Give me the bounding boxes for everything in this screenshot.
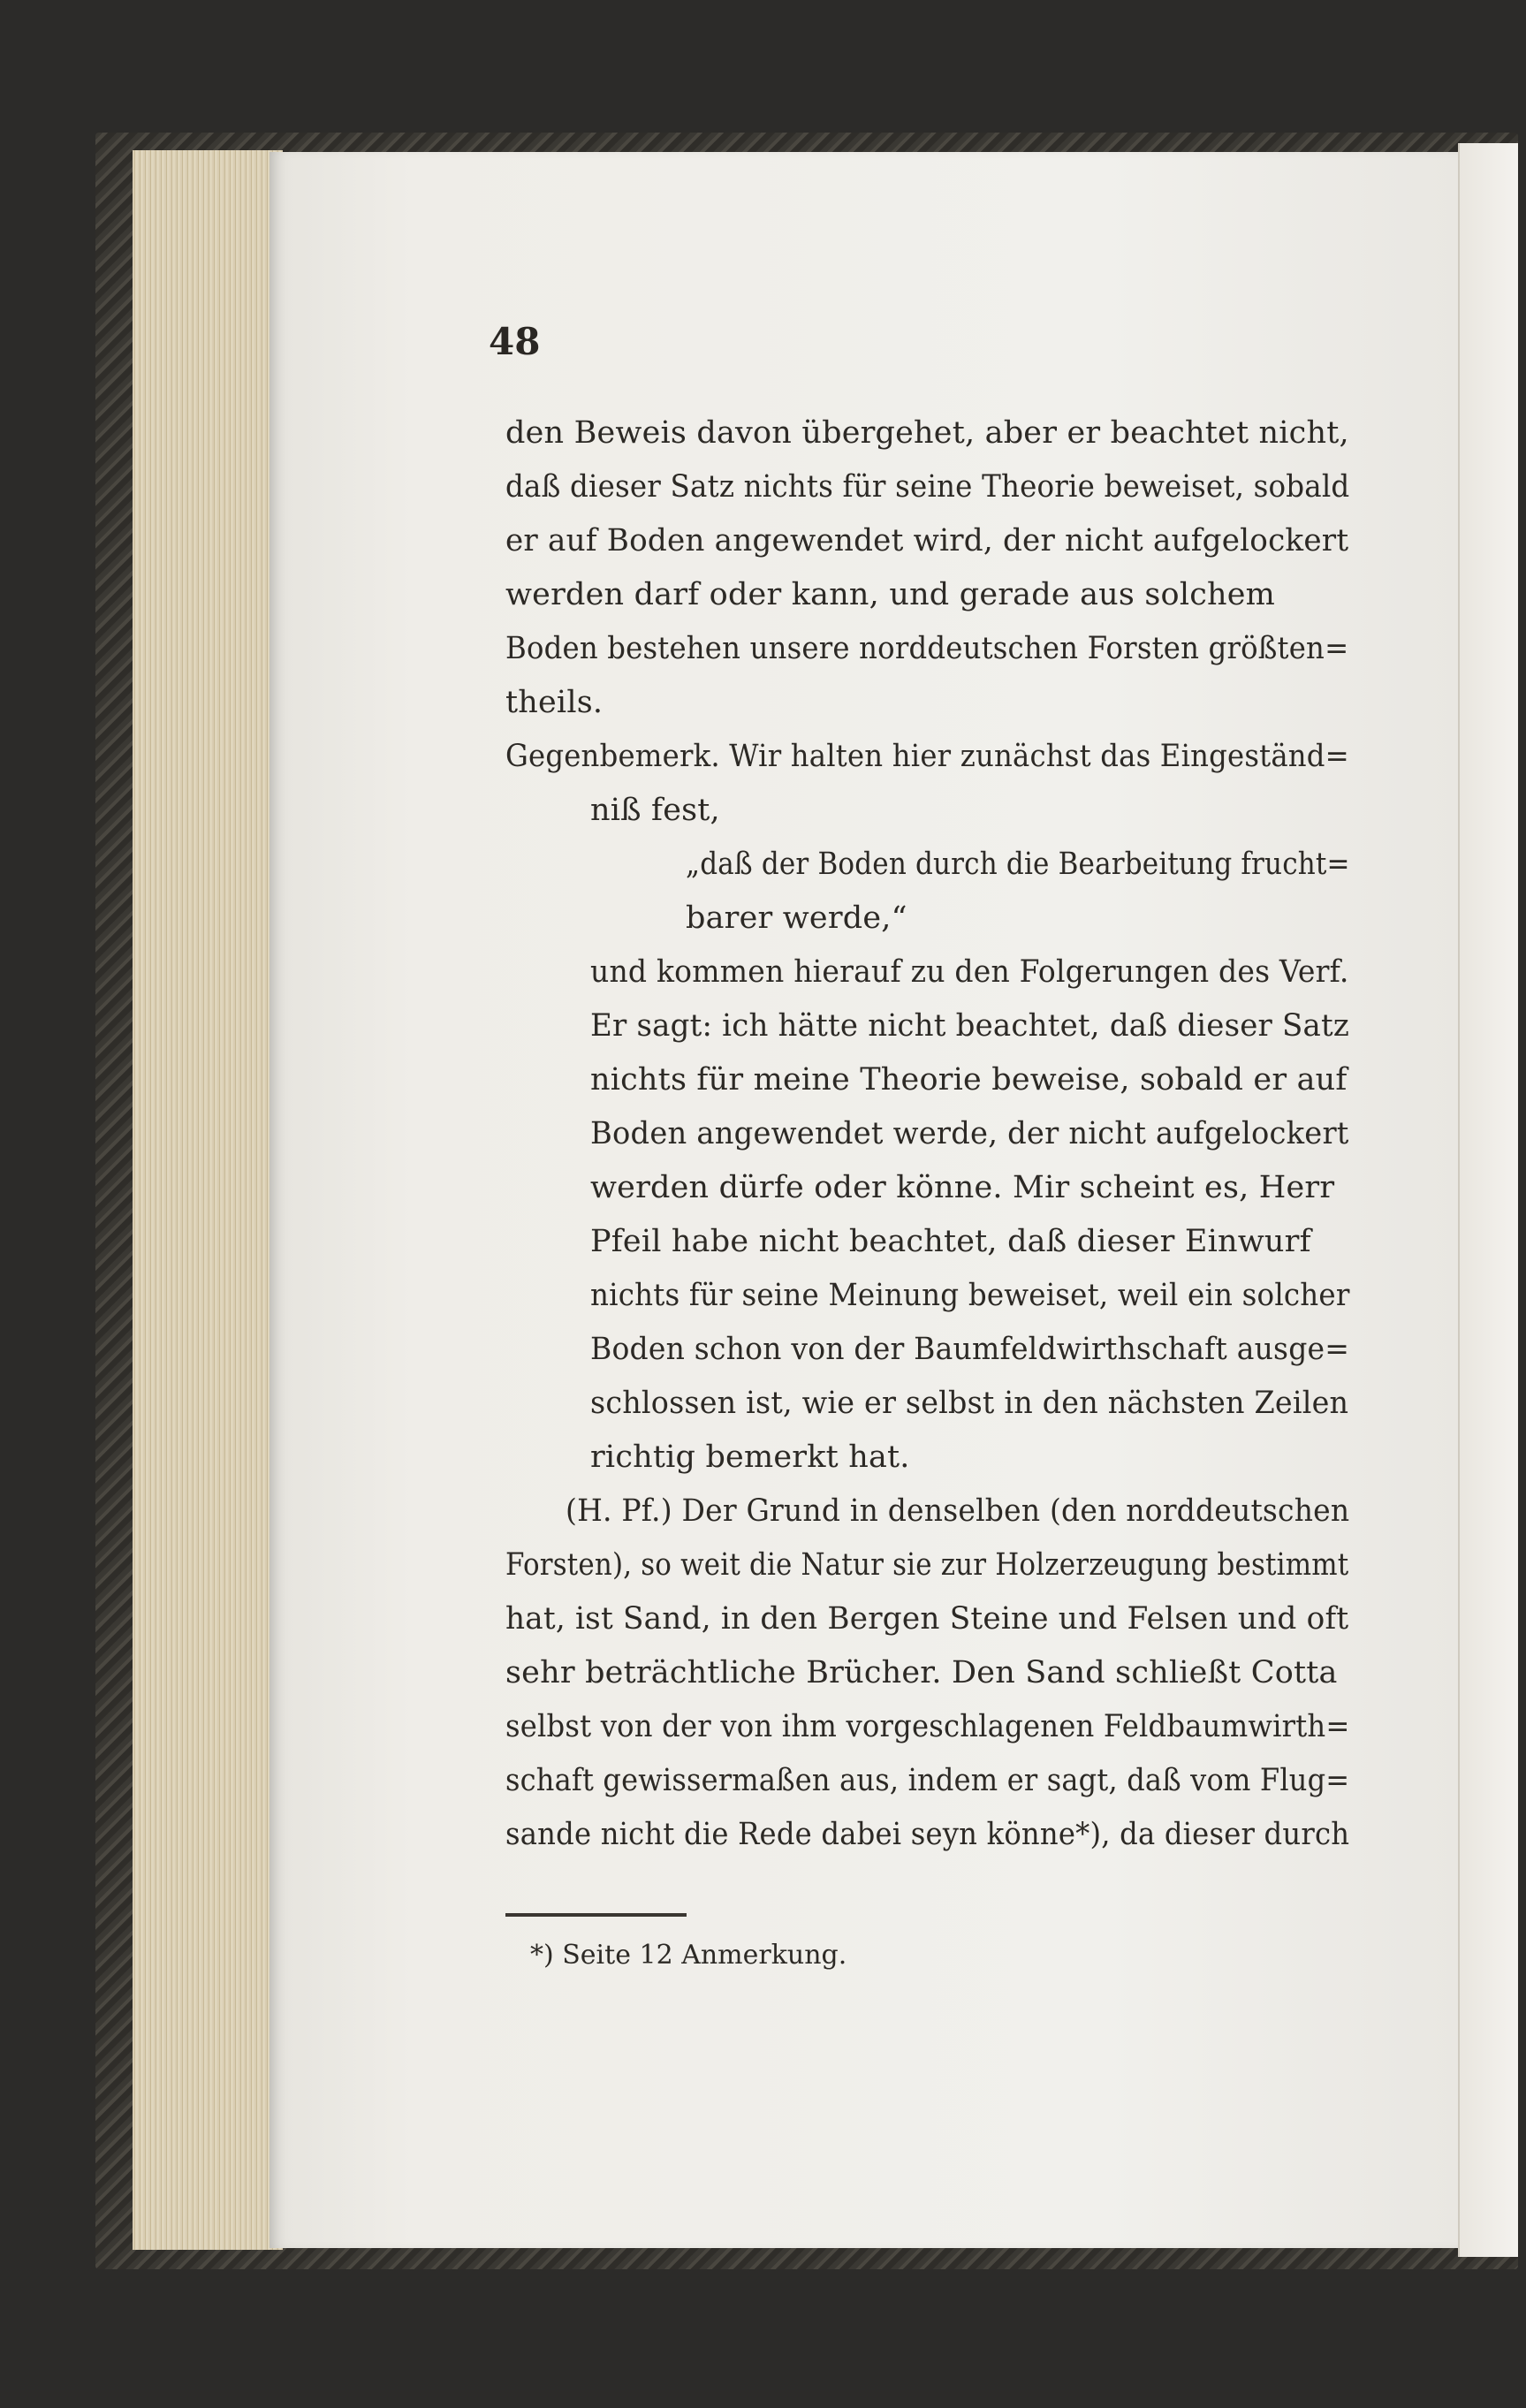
text-line: hat, ist Sand, in den Bergen Steine und Felsen und oft xyxy=(505,1601,1349,1637)
text-line: Boden bestehen unsere norddeutschen Forsten größten= xyxy=(505,631,1349,666)
text-line: Boden schon von der Baumfeldwirthschaft ausge= xyxy=(590,1332,1350,1367)
text-line: werden darf oder kann, und gerade aus solchem xyxy=(505,577,1276,612)
text-line: nichts für meine Theorie beweise, sobald er auf xyxy=(590,1062,1348,1098)
text-line: sande nicht die Rede dabei seyn könne*), da dieser durch xyxy=(505,1817,1350,1852)
text-line: „daß der Boden durch die Bearbeitung frucht= xyxy=(686,847,1350,882)
text-line: schaft gewissermaßen aus, indem er sagt, daß vom Flug= xyxy=(505,1763,1350,1798)
facing-page-edge xyxy=(1458,143,1518,2257)
text-line: barer werde,“ xyxy=(686,900,907,936)
text-line: Gegenbemerk. Wir halten hier zunächst das Eingeständ= xyxy=(505,739,1349,774)
text-line: Er sagt: ich hätte nicht beachtet, daß dieser Satz xyxy=(590,1008,1349,1044)
text-line: schlossen ist, wie er selbst in den nächsten Zeilen xyxy=(590,1386,1349,1421)
text-line: richtig bemerkt hat. xyxy=(590,1439,910,1475)
footnote: *) Seite 12 Anmerkung. xyxy=(530,1940,847,1971)
footnote-rule xyxy=(505,1913,687,1917)
text-line: werden dürfe oder könne. Mir scheint es, Herr xyxy=(590,1170,1335,1205)
text-line: daß dieser Satz nichts für seine Theorie beweiset, sobald xyxy=(505,469,1350,505)
page-number: 48 xyxy=(489,320,541,363)
text-line: selbst von der von ihm vorgeschlagenen Feldbaumwirth= xyxy=(505,1709,1350,1744)
text-line: Forsten), so weit die Natur sie zur Holzerzeugung bestimmt xyxy=(505,1547,1349,1583)
text-line: Pfeil habe nicht beachtet, daß dieser Einwurf xyxy=(590,1224,1311,1259)
text-line: (H. Pf.) Der Grund in denselben (den norddeutschen xyxy=(566,1493,1350,1529)
text-line: theils. xyxy=(505,685,604,720)
text-line: sehr beträchtliche Brücher. Den Sand schließt Cotta xyxy=(505,1655,1338,1690)
text-line: Boden angewendet werde, der nicht aufgelockert xyxy=(590,1116,1349,1151)
text-line: niß fest, xyxy=(590,793,720,828)
text-line: er auf Boden angewendet wird, der nicht aufgelockert xyxy=(505,523,1349,558)
page-block-edges xyxy=(133,150,283,2250)
text-line: nichts für seine Meinung beweiset, weil ein solcher xyxy=(590,1278,1350,1313)
text-line: und kommen hierauf zu den Folgerungen des Verf. xyxy=(590,954,1349,990)
text-line: den Beweis davon übergehet, aber er beachtet nicht, xyxy=(505,415,1349,451)
